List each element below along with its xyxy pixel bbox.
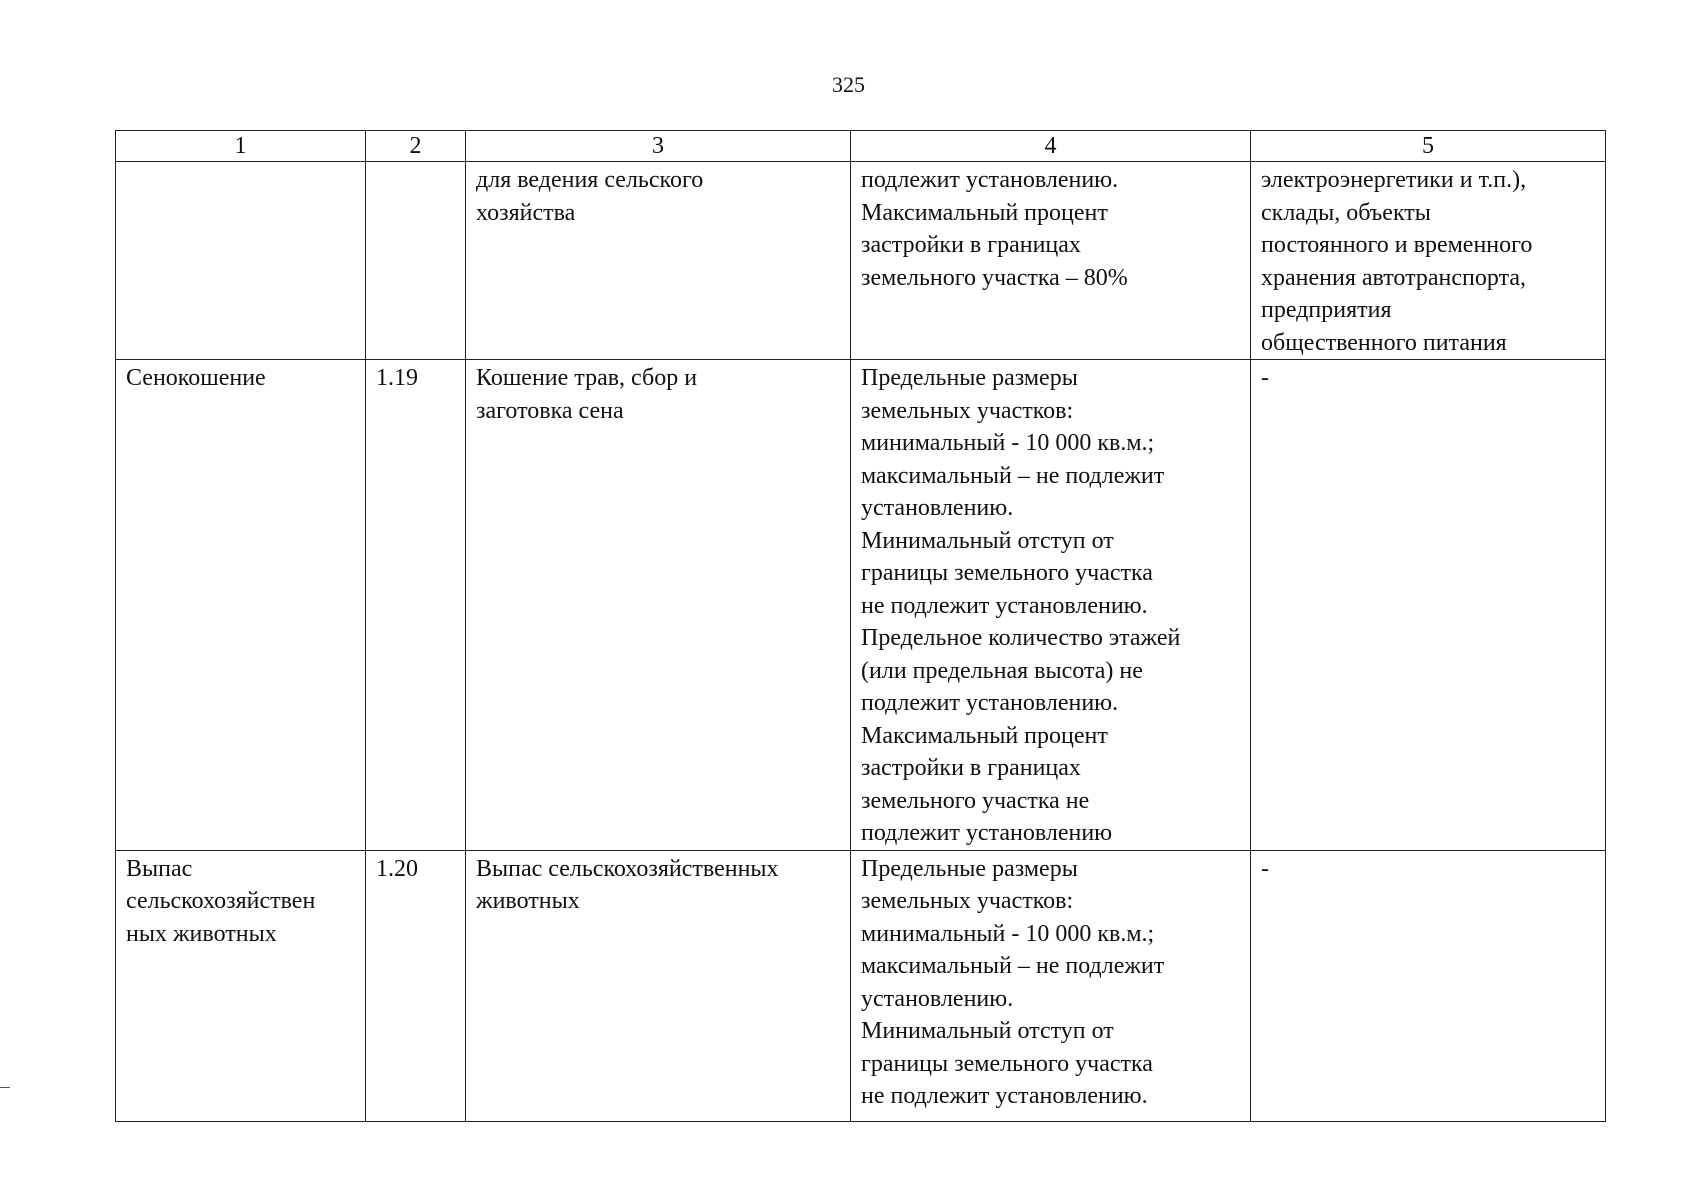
column-header-3: 3: [466, 131, 851, 162]
use-code-cell: [366, 162, 466, 360]
extra-cell: -: [1251, 360, 1606, 851]
table-row: [116, 360, 1606, 851]
parameters-cell: подлежит установлению. Максимальный процент застройки в границах земельного участка – 80%: [851, 162, 1251, 360]
use-name-cell: [116, 162, 366, 360]
parameters-cell: Предельные размеры земельных участков: минимальный - 10 000 кв.м.; максимальный – не подлежит установлению. Минимальный отступ от границы земельного участка не подлежит установлению. Предельное количество этажей (или предельная высота) не подлежит установлению. Максимальный процент застройки в границах земельного участка не подлежит установлению: [851, 360, 1251, 851]
use-description-cell: Выпас сельскохозяйственных животных: [466, 850, 851, 1121]
use-name-cell: Выпас сельскохозяйствен ных животных: [116, 850, 366, 1121]
use-code-cell: 1.19: [366, 360, 466, 851]
use-name-cell: Сенокошение: [116, 360, 366, 851]
extra-cell: электроэнергетики и т.п.), склады, объекты постоянного и временного хранения автотранспорта, предприятия общественного питания: [1251, 162, 1606, 360]
land-use-table: [115, 130, 1606, 1122]
table-row: [116, 850, 1606, 1121]
column-header-1: 1: [116, 131, 366, 162]
use-code-cell: 1.20: [366, 850, 466, 1121]
extra-cell: -: [1251, 850, 1606, 1121]
parameters-cell: Предельные размеры земельных участков: минимальный - 10 000 кв.м.; максимальный – не подлежит установлению. Минимальный отступ от границы земельного участка не подлежит установлению.: [851, 850, 1251, 1121]
table-row: [116, 162, 1606, 360]
column-header-2: 2: [366, 131, 466, 162]
use-description-cell: для ведения сельского хозяйства: [466, 162, 851, 360]
table-header-row: [116, 131, 1606, 162]
column-header-5: 5: [1251, 131, 1606, 162]
page-number: 325: [832, 72, 865, 97]
use-description-cell: Кошение трав, сбор и заготовка сена: [466, 360, 851, 851]
column-header-4: 4: [851, 131, 1251, 162]
scan-edge-mark: [0, 1087, 10, 1088]
